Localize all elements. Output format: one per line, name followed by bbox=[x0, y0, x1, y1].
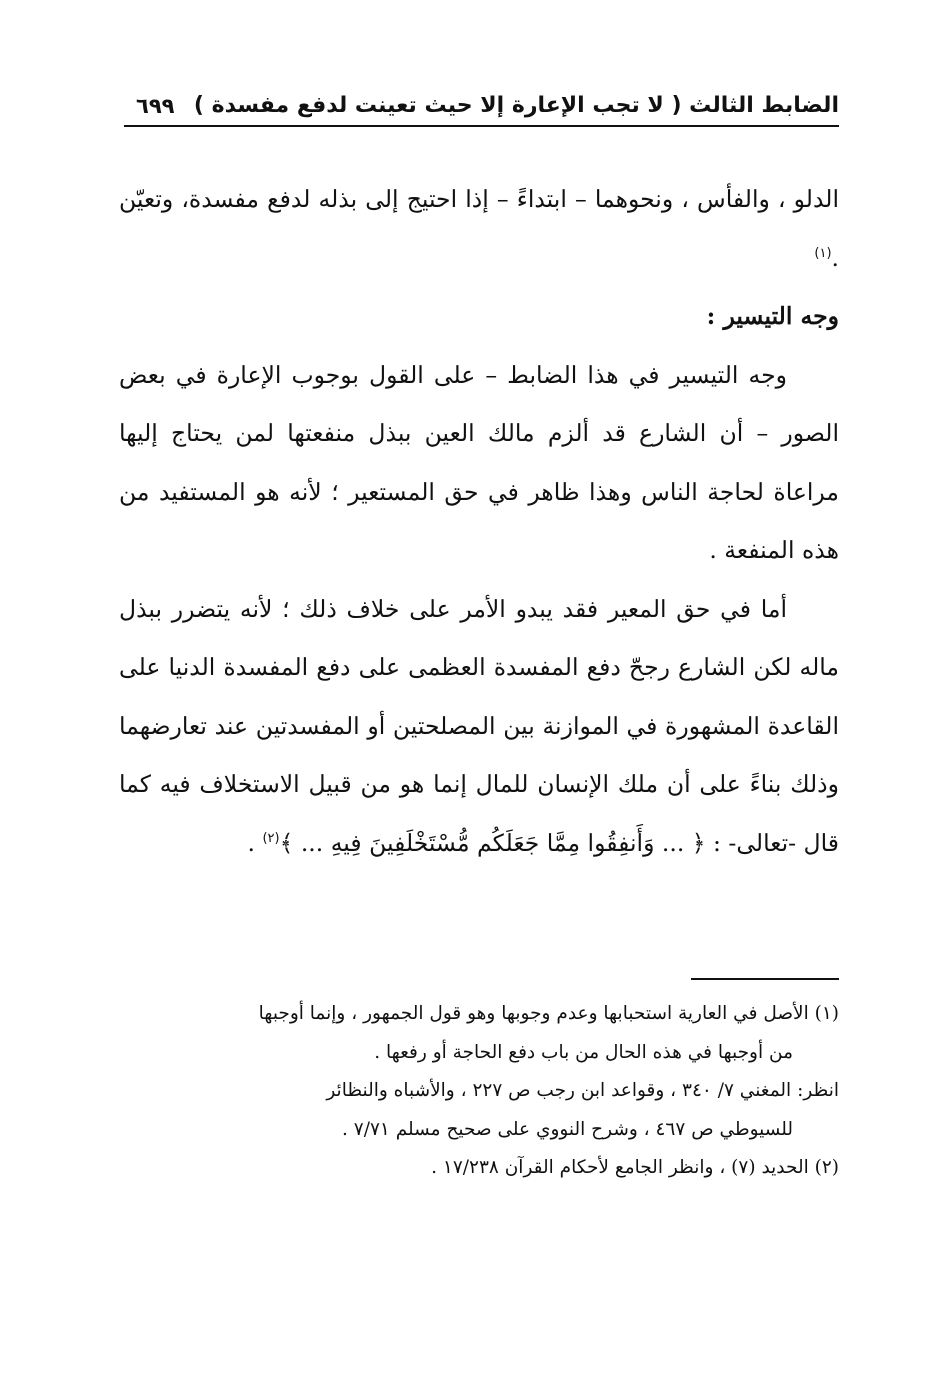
footnote-ref-1[interactable]: (١) bbox=[814, 245, 832, 261]
footnotes bbox=[117, 995, 839, 1188]
section-heading: وجه التيسير : bbox=[706, 302, 839, 330]
paragraph-3 bbox=[119, 580, 839, 873]
footnote-1-line-4: للسيوطي ص ٤٦٧ ، وشرح النووي على صحيح مسلم ٧/٧١ . bbox=[342, 1118, 793, 1140]
chapter-title: الضابط الثالث ( لا تجب الإعارة إلا حيث تعينت لدفع مفسدة ) bbox=[193, 93, 839, 118]
footnote-divider bbox=[691, 978, 839, 980]
paragraph-3-end: . bbox=[247, 828, 263, 857]
footnote-1-line-1: (١) الأصل في العارية استحبابها وعدم وجوبها وهو قول الجمهور ، وإنما أوجبها bbox=[258, 1003, 839, 1024]
footnote-2: (٢) الحديد (٧) ، وانظر الجامع لأحكام القرآن ١٧/٢٣٨ . bbox=[431, 1157, 839, 1178]
footnote-1-line-2: من أوجبها في هذه الحال من باب دفع الحاجة أو رفعها . bbox=[374, 1041, 793, 1063]
paragraph-3-text: أما في حق المعير فقد يبدو الأمر على خلاف ذلك ؛ لأنه يتضرر ببذل ماله لكن الشارع رجحّ دفع المفسدة العظمى على دفع المفسدة الدنيا على القاعدة المشهورة في الموازنة بين المصلحتين أو المفسدتين عند تعارضهما وذلك بناءً على أن ملك الإنسان للمال إنما هو من قبيل الاستخلاف فيه كما قال -تعالى- : ﴿ ... وَأَنفِقُوا مِمَّا جَعَلَكُم مُّسْتَخْلَفِينَ فِيهِ ... ﴾ bbox=[119, 594, 839, 857]
paragraph-2: وجه التيسير في هذا الضابط – على القول بوجوب الإعارة في بعض الصور – أن الشارع قد ألزم مالك العين ببذل منفعتها لمن يحتاج إليها مراعاة لحاجة الناس وهذا ظاهر في حق المستعير ؛ لأنه هو المستفيد من هذه المنفعة . bbox=[119, 360, 839, 564]
page-number: ٦٩٩ bbox=[136, 94, 175, 118]
running-header bbox=[120, 72, 839, 118]
header-divider bbox=[124, 125, 839, 127]
main-text bbox=[119, 170, 839, 872]
paragraph-1-text: الدلو ، والفأس ، ونحوهما – ابتداءً – إذا احتيج إلى بذله لدفع مفسدة، وتعيّن . bbox=[119, 185, 839, 272]
paragraph-continuation bbox=[119, 170, 839, 287]
footnote-1-line-3: انظر: المغني ٧/ ٣٤٠ ، وقواعد ابن رجب ص ٢٢٧ ، والأشباه والنظائر bbox=[326, 1080, 839, 1101]
footnote-ref-2[interactable]: (٢) bbox=[262, 830, 280, 846]
